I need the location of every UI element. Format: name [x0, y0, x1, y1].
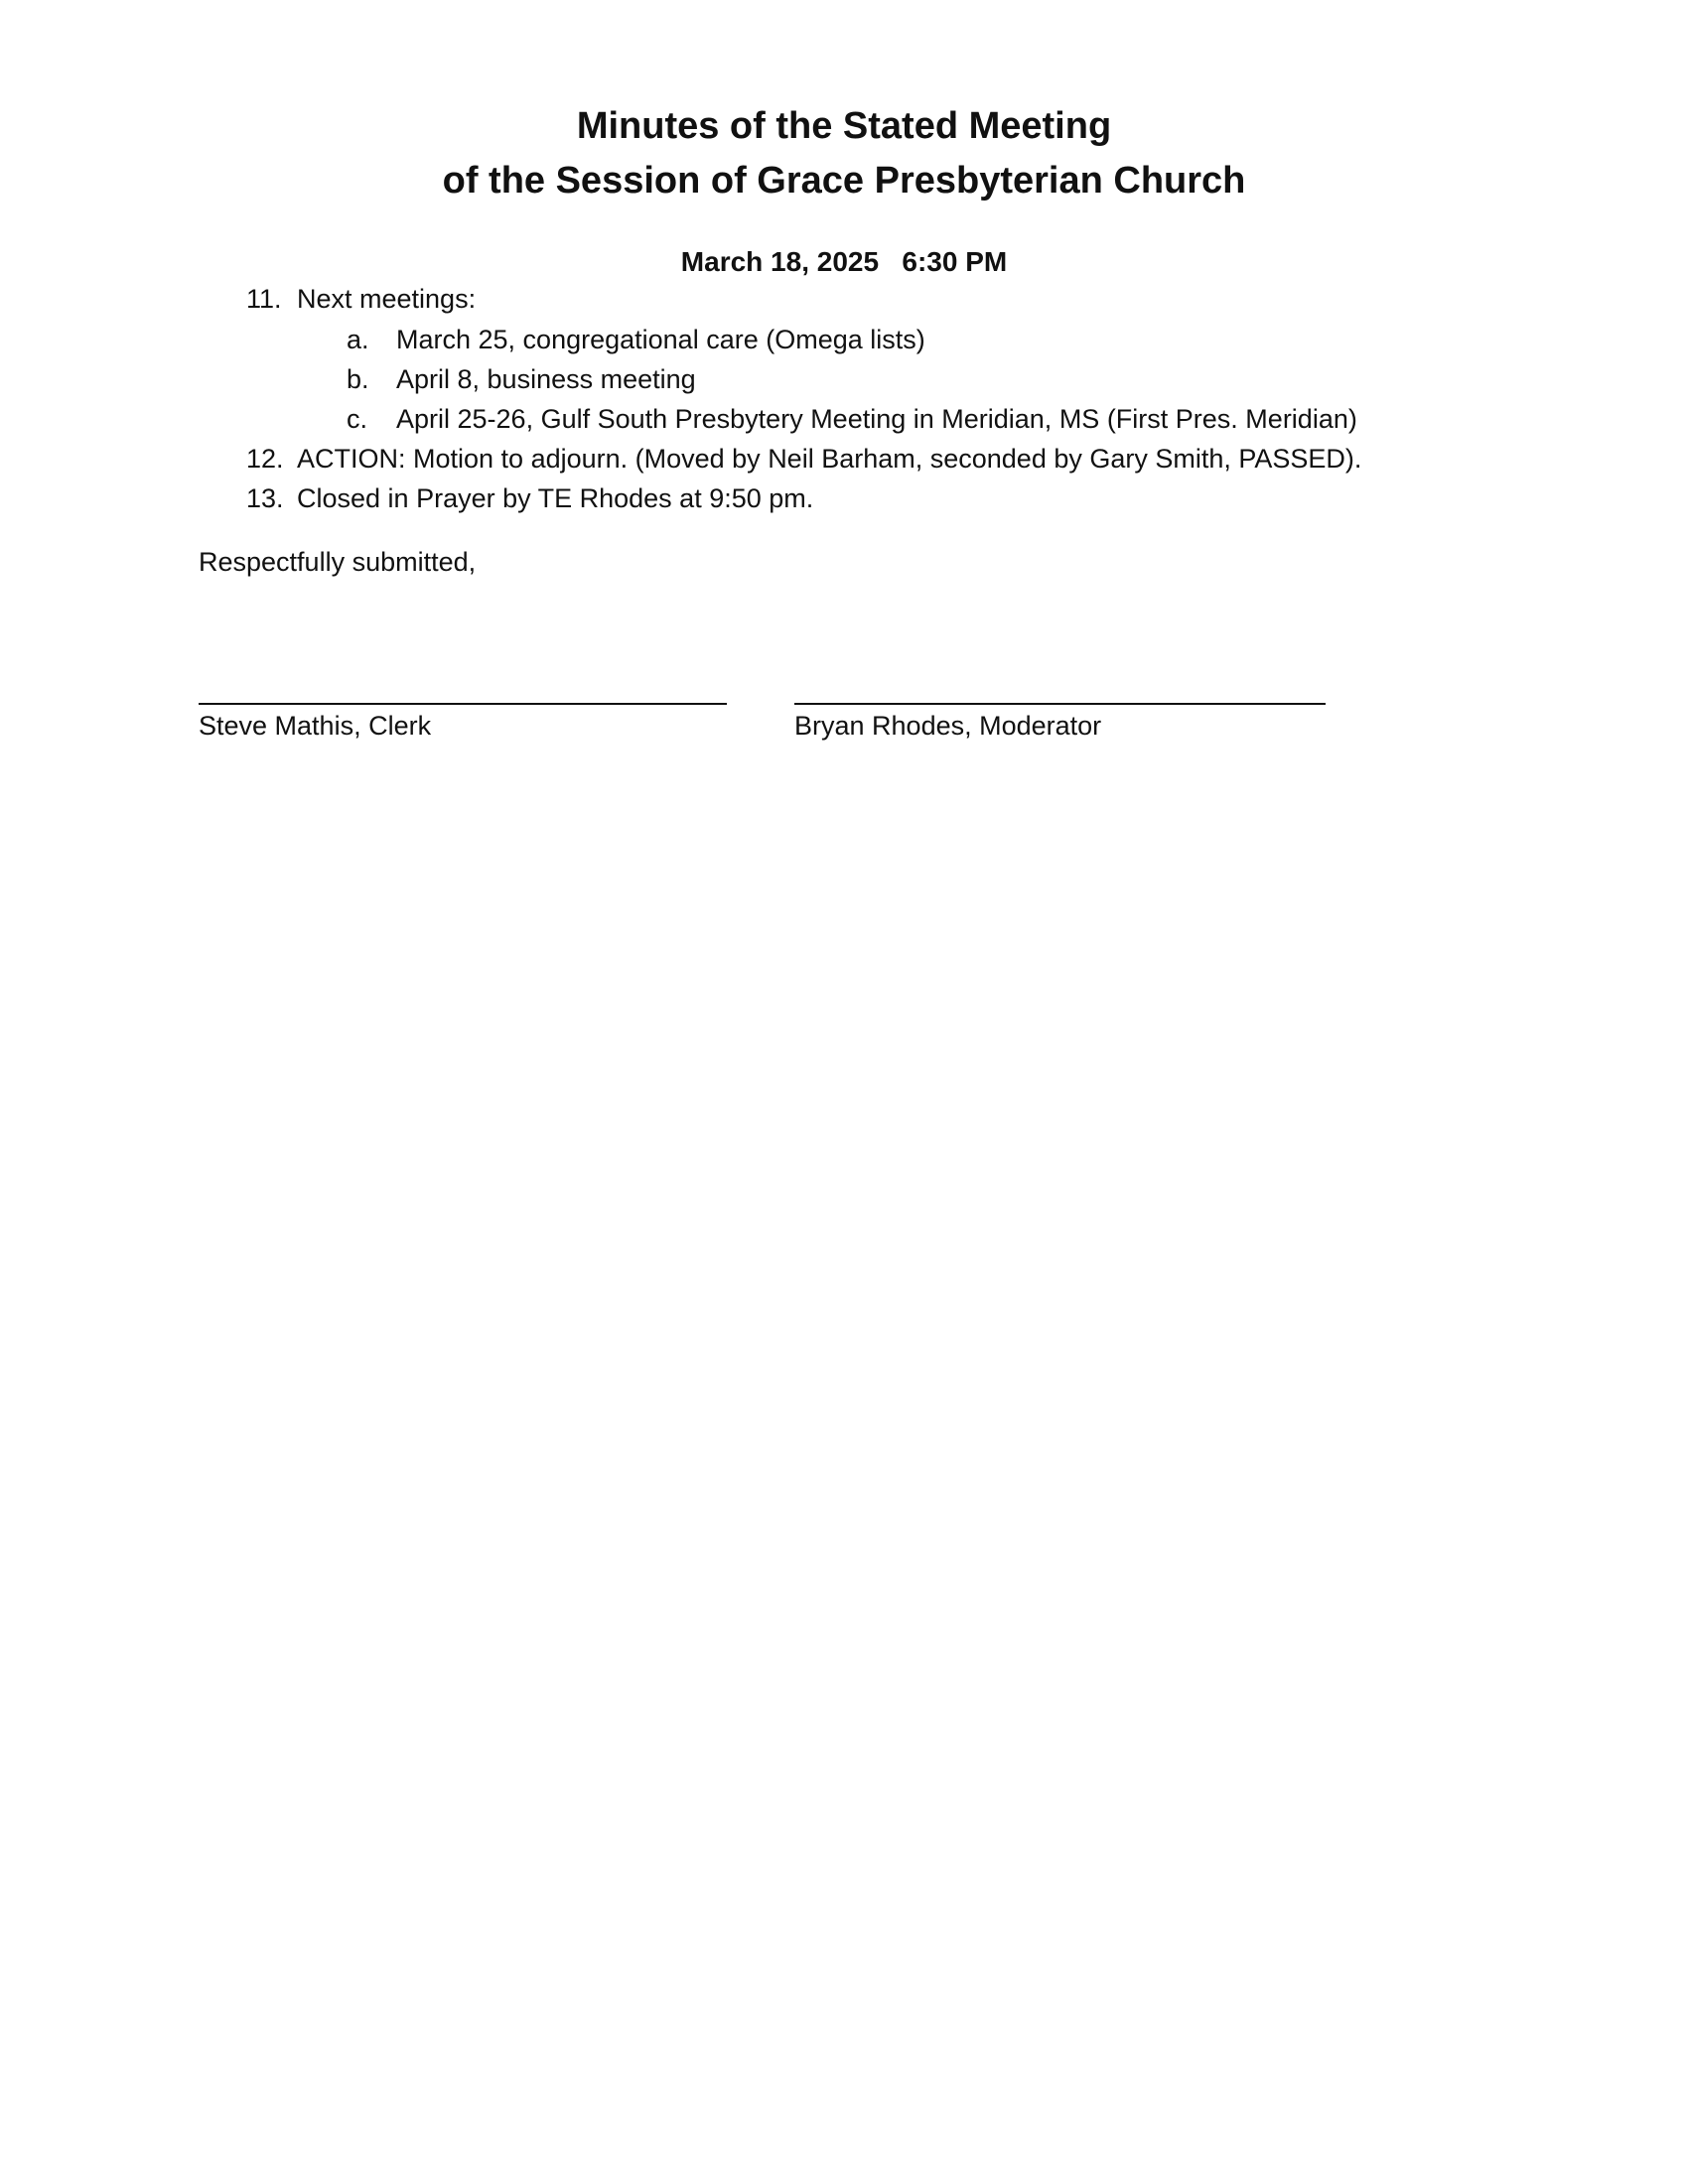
list-item-number: 11. — [246, 284, 282, 314]
sub-item-text: April 8, business meeting — [396, 364, 696, 394]
signature-name-moderator: Bryan Rhodes, Moderator — [794, 711, 1102, 741]
signature-line-moderator — [794, 703, 1326, 705]
sub-item-letter: a. — [347, 325, 369, 354]
list-item-text: ACTION: Motion to adjourn. (Moved by Neil Barham, seconded by Gary Smith, PASSED). — [297, 444, 1362, 474]
closing-text: Respectfully submitted, — [199, 547, 477, 577]
sub-item-text: March 25, congregational care (Omega lists) — [396, 325, 925, 354]
list-item-text: Next meetings: — [297, 284, 477, 314]
sub-item-text: April 25-26, Gulf South Presbytery Meeting in Meridian, MS (First Pres. Meridian) — [396, 404, 1357, 434]
signature-line-clerk — [199, 703, 727, 705]
document-title-line-1: Minutes of the Stated Meeting — [576, 105, 1112, 147]
list-item-text: Closed in Prayer by TE Rhodes at 9:50 pm. — [297, 483, 814, 513]
list-item-number: 13. — [246, 483, 284, 513]
list-item-number: 12. — [246, 444, 284, 474]
sub-item-letter: b. — [347, 364, 369, 394]
signature-name-clerk: Steve Mathis, Clerk — [199, 711, 432, 741]
document-title-line-2: of the Session of Grace Presbyterian Church — [442, 160, 1246, 202]
sub-item-letter: c. — [347, 404, 368, 434]
meeting-date-time: March 18, 2025 6:30 PM — [680, 246, 1008, 277]
